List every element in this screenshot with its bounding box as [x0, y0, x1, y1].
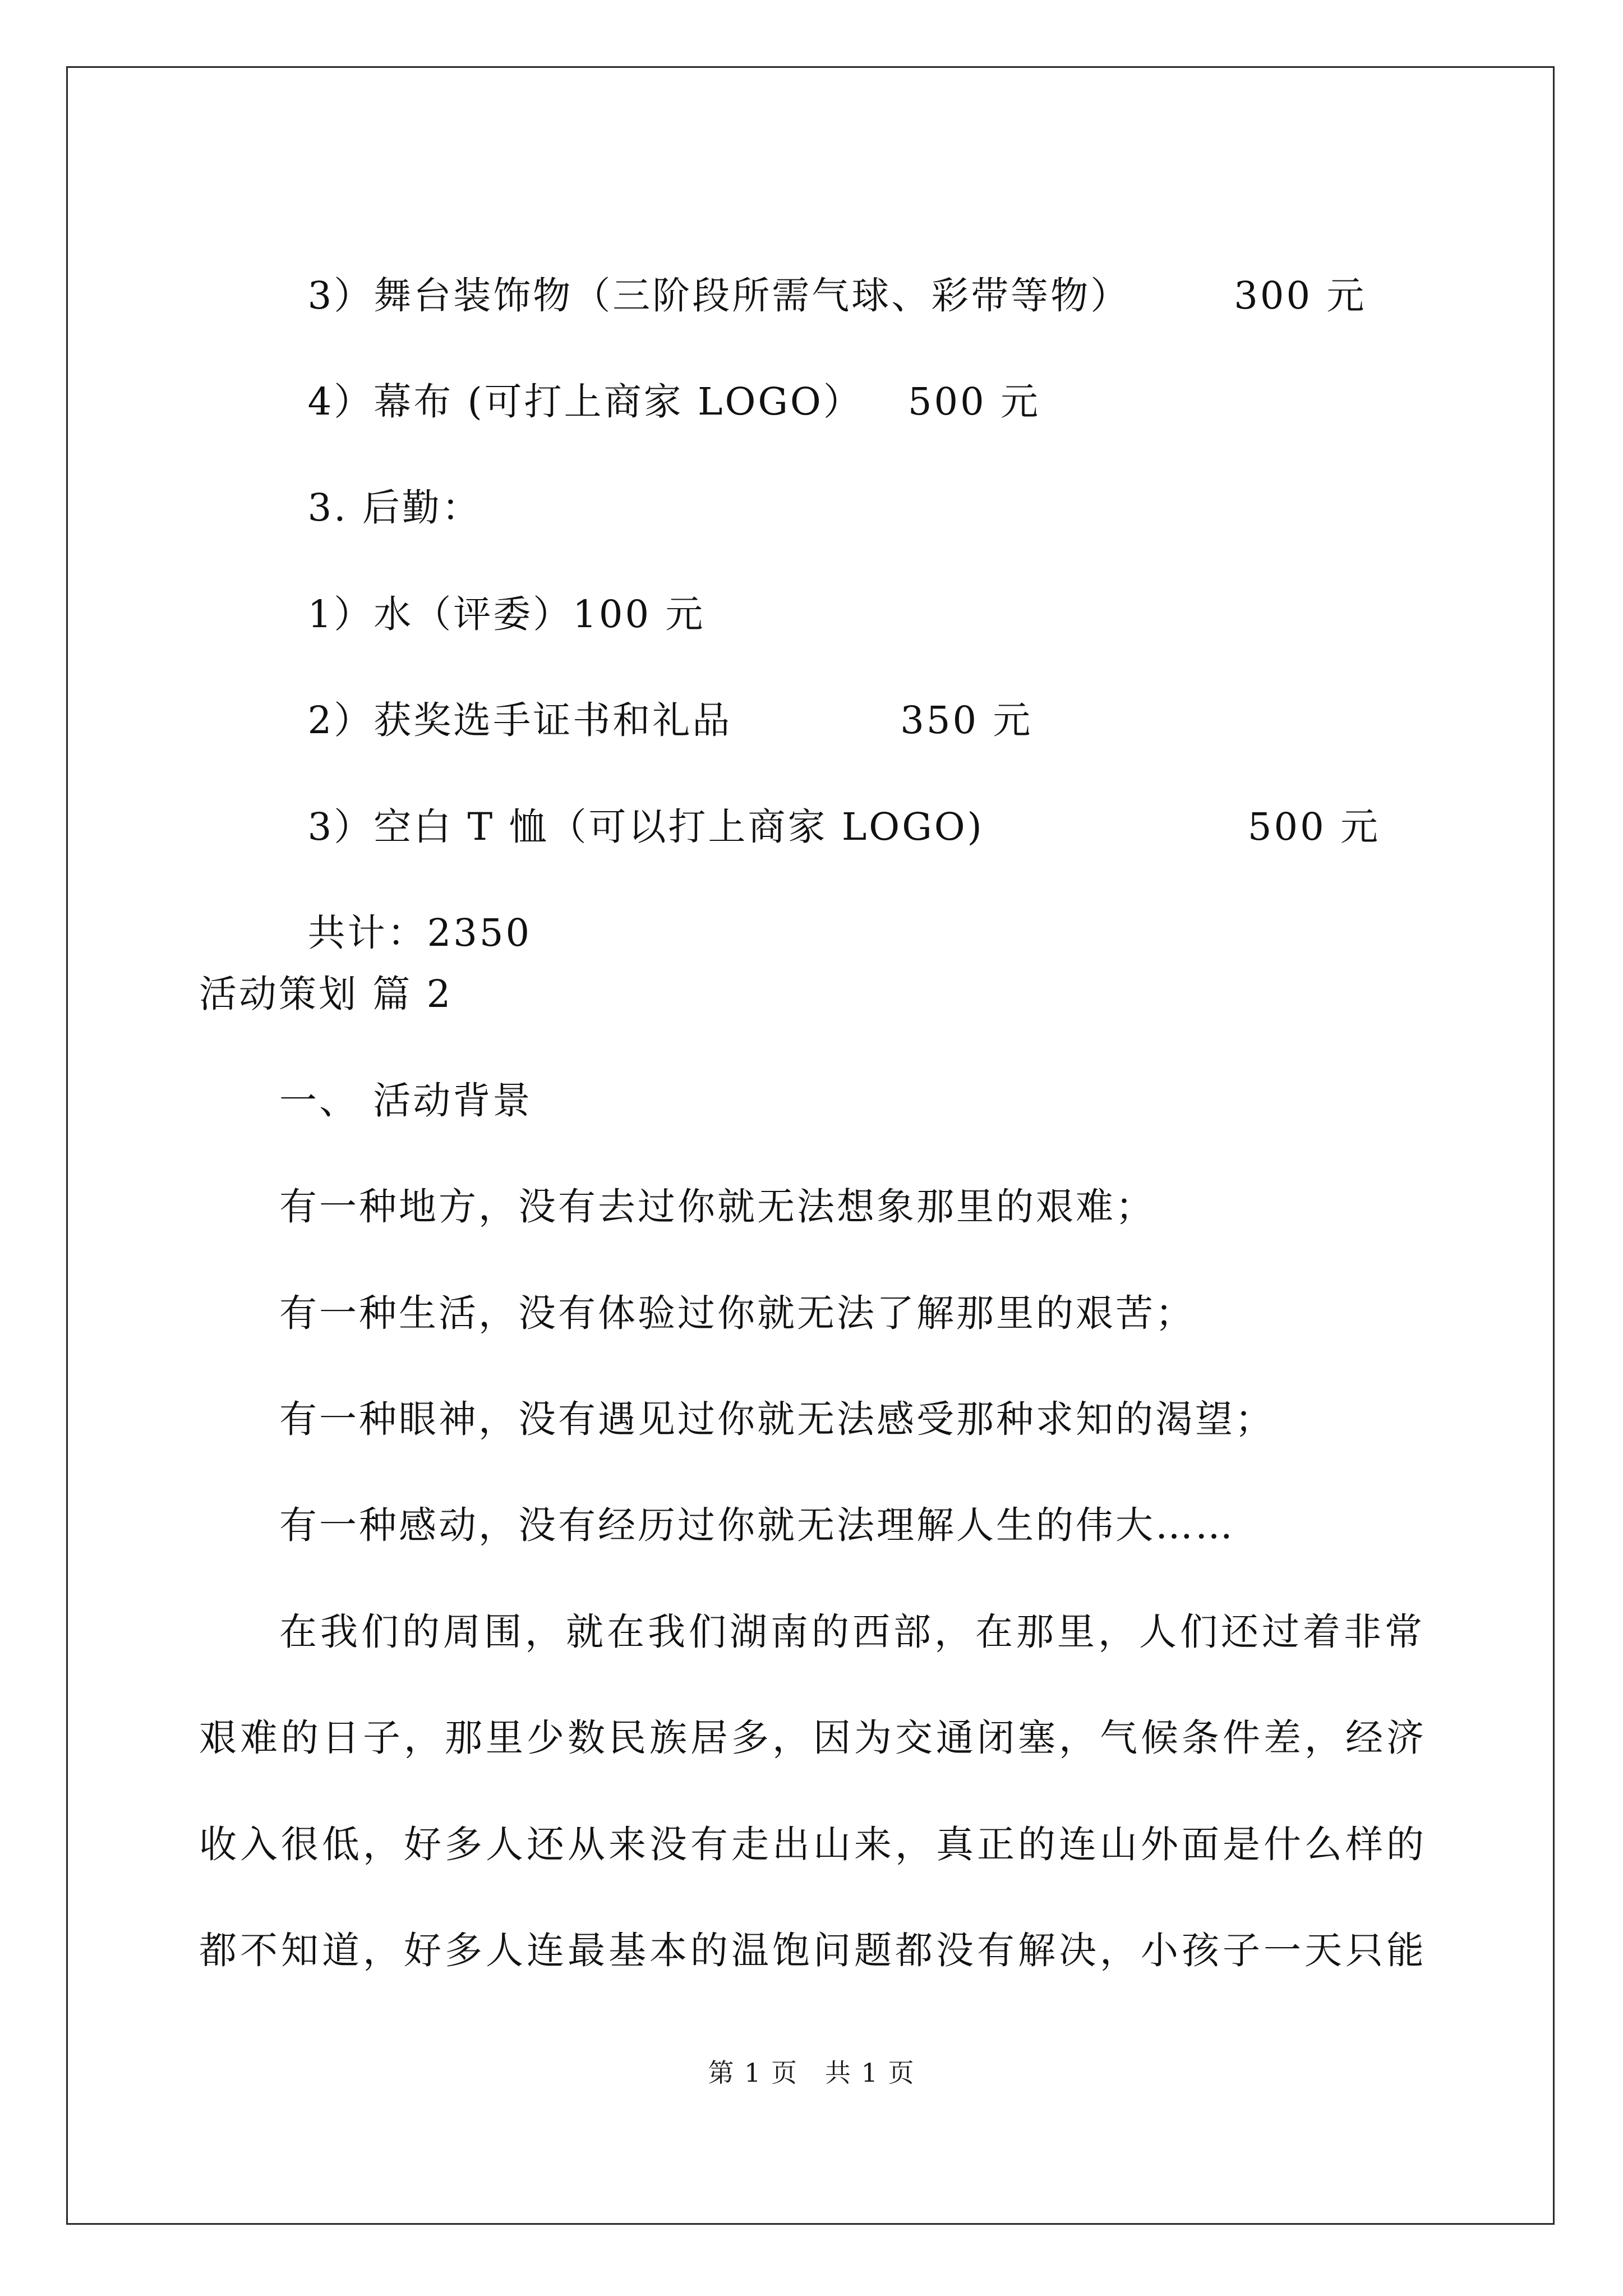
- section-title: 活动策划 篇 2: [199, 972, 453, 1016]
- budget-item: [279, 653, 1032, 743]
- budget-item-label: 2）获奖选手证书和礼品: [307, 698, 732, 742]
- budget-total: [279, 866, 532, 955]
- budget-item: [279, 228, 1366, 318]
- budget-item-label: 3）舞台装饰物（三阶段所需气球、彩带等物）: [307, 274, 1131, 318]
- poem-line: 有一种感动，没有经历过你就无法理解人生的伟大……: [279, 1503, 1235, 1547]
- paragraph-line: 在我们的周围，就在我们湖南的西部，在那里，人们还过着非常: [279, 1610, 1426, 1654]
- budget-item-label: 4）幕布 (可打上商家 LOGO）: [307, 380, 863, 424]
- budget-item-amount: 500 元: [907, 380, 1041, 424]
- budget-item-label: 1）水（评委）100 元: [307, 592, 706, 636]
- budget-item: [279, 547, 705, 637]
- budget-item-amount: 300 元: [1234, 274, 1367, 318]
- budget-item-label: 3）空白 T 恤（可以打上商家 LOGO): [307, 805, 984, 849]
- budget-item-amount: 350 元: [900, 698, 1033, 742]
- budget-section-heading: [279, 440, 482, 530]
- budget-item: [279, 760, 1380, 849]
- paragraph-line: 都不知道，好多人连最基本的温饱问题都没有解决，小孩子一天只能: [199, 1929, 1427, 1972]
- poem-line: 有一种眼神，没有遇见过你就无法感受那种求知的渴望；: [279, 1397, 1275, 1441]
- page-footer: 第 1 页 共 1 页: [708, 2058, 915, 2088]
- budget-item: [279, 334, 1040, 424]
- poem-line: 有一种地方，没有去过你就无法想象那里的艰难；: [279, 1185, 1155, 1228]
- paragraph-line: 艰难的日子，那里少数民族居多，因为交通闭塞，气候条件差，经济: [199, 1716, 1427, 1760]
- subsection-title: 一、 活动背景: [279, 1079, 533, 1122]
- budget-total-label: 共计：2350: [307, 911, 532, 955]
- budget-item-label: 3. 后勤：: [307, 486, 482, 530]
- paragraph-line: 收入很低，好多人还从来没有走出山来，真正的连山外面是什么样的: [199, 1823, 1427, 1866]
- poem-line: 有一种生活，没有体验过你就无法了解那里的艰苦；: [279, 1291, 1195, 1335]
- budget-item-amount: 500 元: [1247, 805, 1381, 849]
